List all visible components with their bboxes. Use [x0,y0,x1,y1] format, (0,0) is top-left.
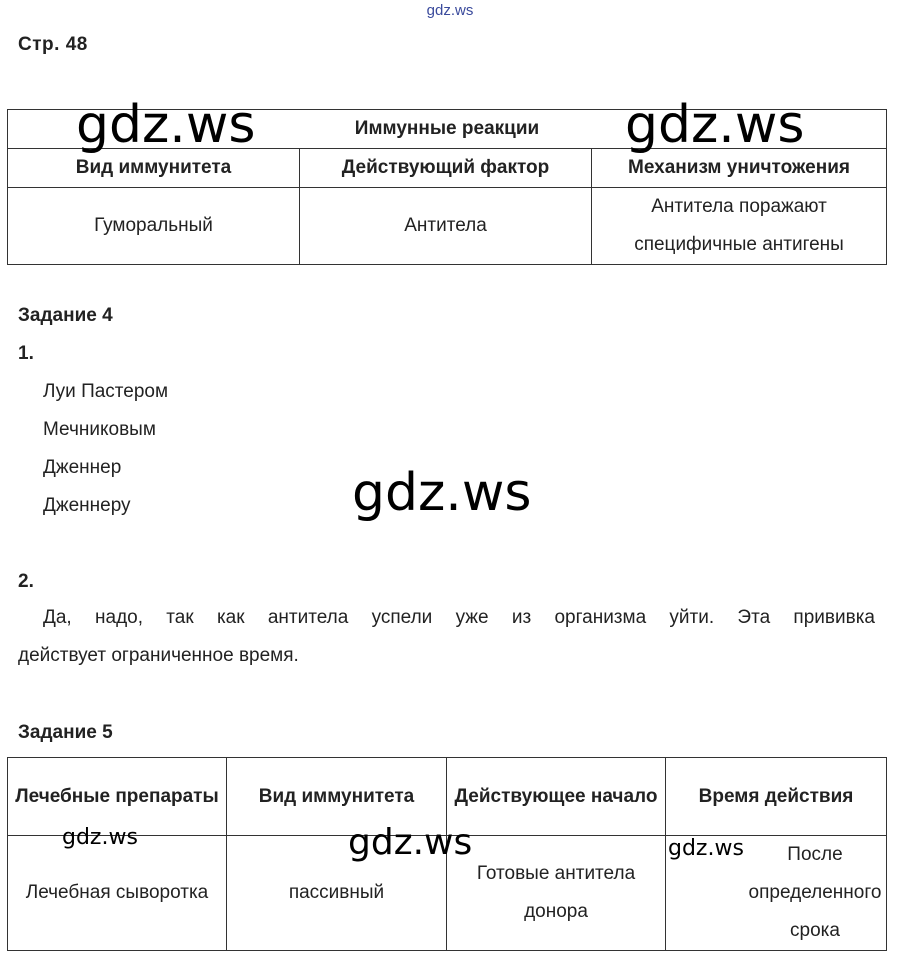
table2-cell-duration: После определенного срока [666,836,887,951]
answer-item: Луи Пастером [43,381,169,402]
top-watermark: gdz.ws [426,2,474,19]
page-number: Стр. 48 [18,34,88,55]
task4-heading: Задание 4 [18,305,113,326]
q2-line-2: действует ограниченное время. [18,645,299,666]
watermark-text: gdz.ws [668,836,744,861]
watermark-text: gdz.ws [348,822,473,863]
table2-header-preparations: Лечебные препараты [8,758,227,836]
q2-line-1: Да, надо, так как антитела успели уже из организма уйти. Эта прививка [43,607,875,628]
task4-q2-number: 2. [18,571,34,592]
task5-heading: Задание 5 [18,722,113,743]
watermark-text: gdz.ws [76,95,256,155]
table1-title: Иммунные реакции [8,110,887,149]
watermark-text: gdz.ws [625,95,805,155]
answer-item: Дженнеру [43,495,131,516]
task4-q2-answer [18,599,875,675]
answer-item: Мечниковым [43,419,156,440]
table2-cell-preparation: Лечебная сыворотка [8,836,227,951]
table1-header-mechanism: Механизм уничтожения [592,149,887,188]
table2-header-agent: Действующее начало [447,758,666,836]
table1-cell-immunity: Гуморальный [8,188,300,265]
table2-header-duration: Время действия [666,758,887,836]
watermark-text: gdz.ws [62,825,138,850]
table2-header-immunity: Вид иммунитета [227,758,447,836]
answer-item: Дженнер [43,457,122,478]
watermark-text: gdz.ws [352,463,532,523]
table2-cell-agent: Готовые антитела донора [447,836,666,951]
table1-cell-factor: Антитела [300,188,592,265]
task4-q1-number: 1. [18,343,34,364]
table1-cell-mechanism: Антитела поражают специфичные антигены [592,188,887,265]
table1-header-immunity: Вид иммунитета [8,149,300,188]
table1-header-factor: Действующий фактор [300,149,592,188]
table2-cell-immunity: пассивный [227,836,447,951]
